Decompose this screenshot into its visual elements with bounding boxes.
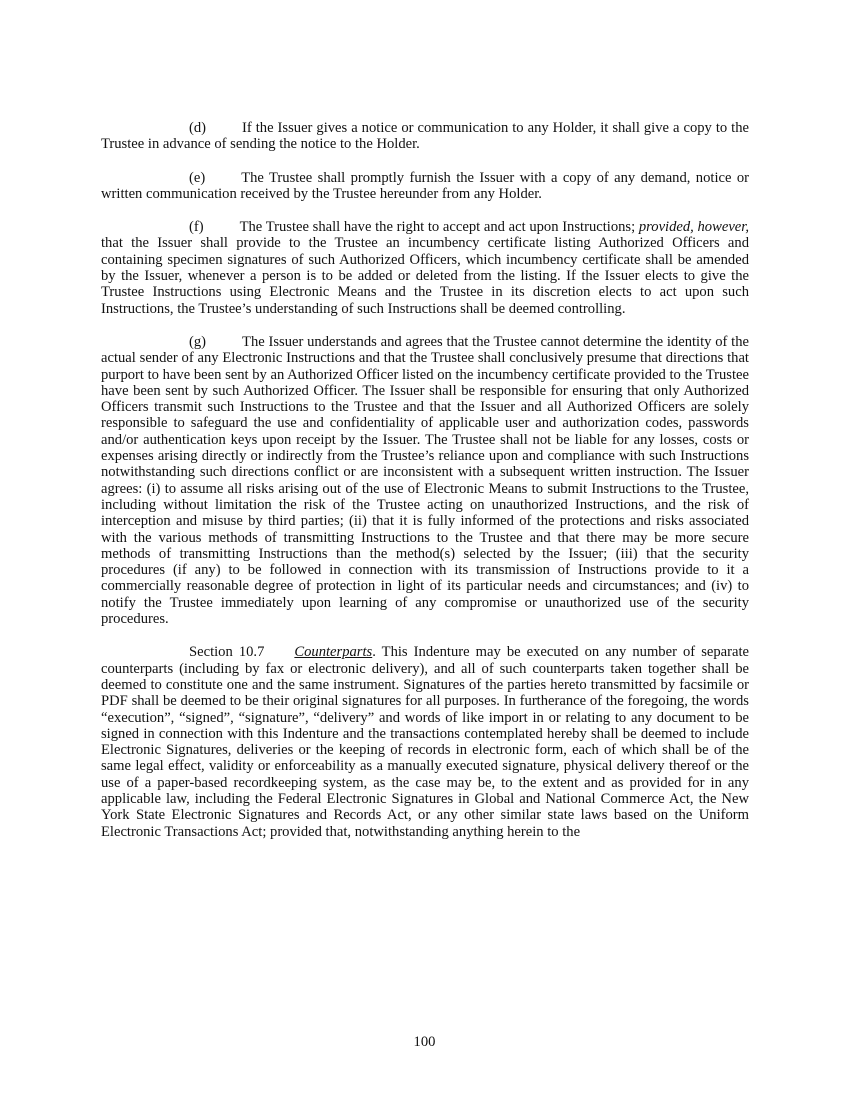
page-number: 100 xyxy=(413,1034,436,1050)
paragraph-f-label: (f) xyxy=(189,219,204,236)
section-number: Section 10.7 xyxy=(189,644,265,661)
paragraph-f-text: that the Issuer shall provide to the Trustee an incumbency certificate listing Authorized Officers and containing specimen signatures of such Authorized Officers, which incumbency certificate shall be amended by the Issuer, whenever a person is to be added or deleted from the listing. If the Issuer elects to give the Trustee Instructions using Electronic Means and the Trustee in its discretion elects to act upon such Instructions, the Trustee’s understanding of such Instructions shall be deemed controlling. xyxy=(101,235,749,317)
paragraph-f xyxy=(101,219,749,317)
paragraph-g-label: (g) xyxy=(189,333,207,350)
paragraph-e-label: (e) xyxy=(189,169,206,186)
paragraph-f-lead: The Trustee shall have the right to accept and act upon Instructions; xyxy=(239,219,636,236)
section-heading: Counterparts xyxy=(294,644,373,661)
paragraph-f-proviso: provided, however, xyxy=(638,219,749,236)
paragraph-e xyxy=(101,170,749,203)
document-body xyxy=(101,120,749,857)
paragraph-d-label: (d) xyxy=(189,120,207,136)
paragraph-g xyxy=(101,334,749,627)
paragraph-d-text: If the Issuer gives a notice or communication to any Holder, it shall give a copy to the Trustee in advance of sending the notice to the Holder. xyxy=(101,120,749,153)
section-10-7 xyxy=(101,644,749,840)
section-text: . This Indenture may be executed on any number of separate counterparts (including by fax or electronic delivery), and all of such counterparts taken together shall be deemed to constitute one and the same instrument. Signatures of the parties hereto transmitted by facsimile or PDF shall be deemed to be their original signatures for all purposes. In furtherance of the foregoing, the words “execution”, “signed”, “signature”, “delivery” and words of like import in or relating to any document to be signed in connection with this Indenture and the transactions contemplated hereby shall be deemed to include Electronic Signatures, deliveries or the keeping of records in electronic form, each of which shall be of the same legal effect, validity or enforceability as a manually executed signature, physical delivery thereof or the use of a paper-based recordkeeping system, as the case may be, to the extent and as provided for in any applicable law, including the Federal Electronic Signatures in Global and National Commerce Act, the New York State Electronic Signatures and Records Act, or any other similar state laws based on the Uniform Electronic Transactions Act; provided that, notwithstanding anything herein to the xyxy=(101,644,749,840)
paragraph-e-text: The Trustee shall promptly furnish the Issuer with a copy of any demand, notice or written communication received by the Trustee hereunder from any Holder. xyxy=(101,169,749,202)
paragraph-g-text: The Issuer understands and agrees that the Trustee cannot determine the identity of the actual sender of any Electronic Instructions and that the Trustee shall conclusively presume that directions that purport to have been sent by an Authorized Officer listed on the incumbency certificate provided to the Trustee have been sent by such Authorized Officer. The Issuer shall be responsible for ensuring that only Authorized Officers transmit such Instructions to the Trustee and that the Issuer and all Authorized Officers are solely responsible to safeguard the use and confidentiality of applicable user and authorization codes, passwords and/or authentication keys upon receipt by the Issuer. The Trustee shall not be liable for any losses, costs or expenses arising directly or indirectly from the Trustee’s reliance upon and compliance with such Instructions notwithstanding such directions conflict or are inconsistent with a subsequent written instruction. The Issuer agrees: (i) to assume all risks arising out of the use of Electronic Means to submit Instructions to the Trustee, including without limitation the risk of the Trustee acting on unauthorized Instructions, and the risk of interception and misuse by third parties; (ii) that it is fully informed of the protections and risks associated with the various methods of transmitting Instructions to the Trustee and that there may be more secure methods of transmitting Instructions than the method(s) selected by the Issuer; (iii) that the security procedures (if any) to be followed in connection with its transmission of Instructions provide to it a commercially reasonable degree of protection in light of its particular needs and circumstances; and (iv) to notify the Trustee immediately upon learning of any compromise or unauthorized use of the security procedures. xyxy=(101,333,749,628)
paragraph-d xyxy=(101,120,749,153)
